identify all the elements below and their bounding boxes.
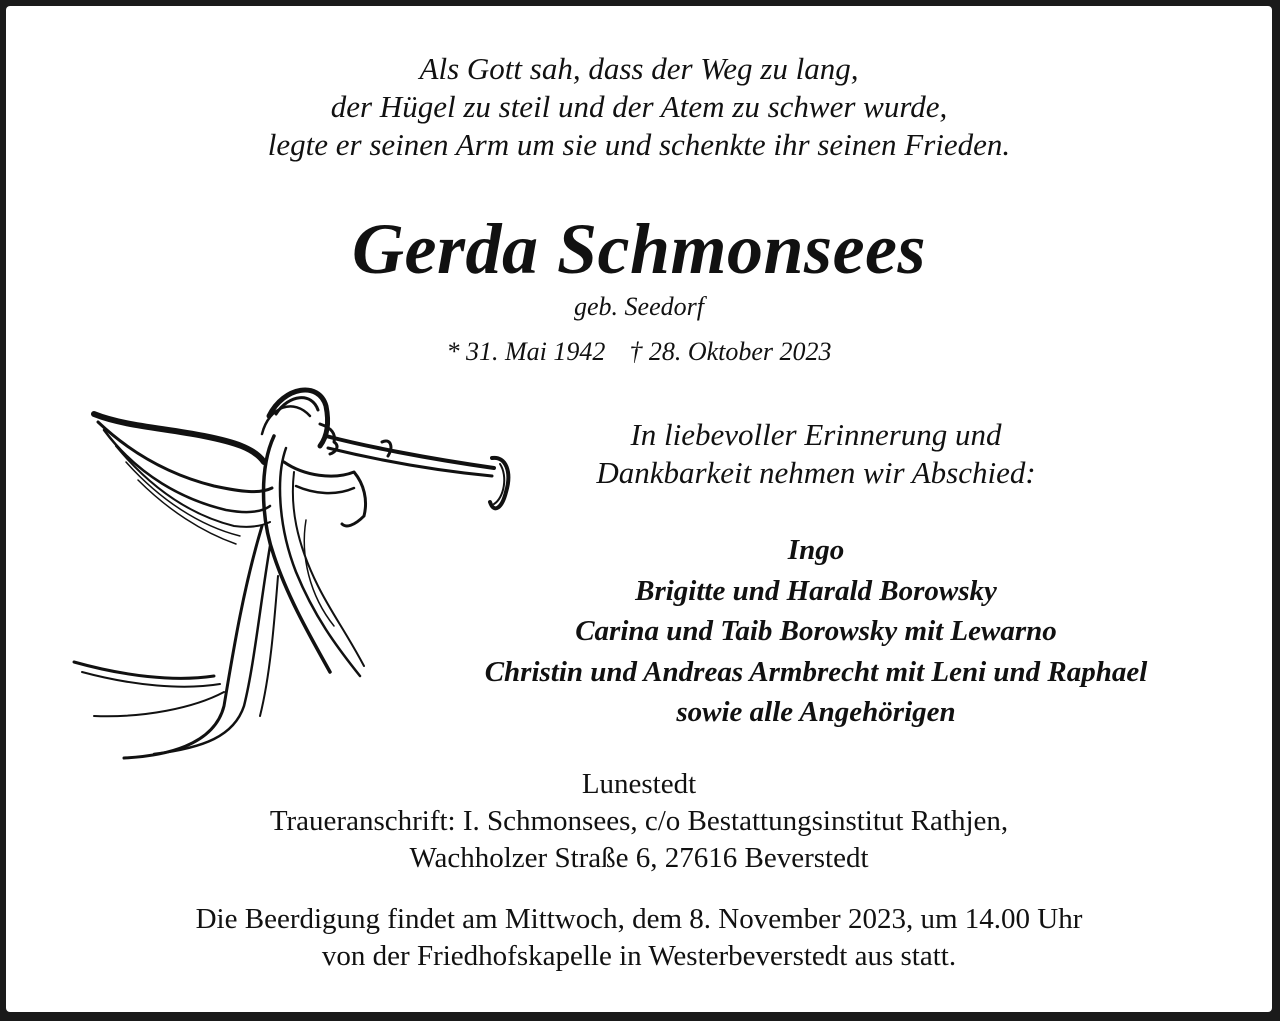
funeral-line: Die Beerdigung findet am Mittwoch, dem 8. November 2023, um 14.00 Uhr — [195, 903, 1083, 935]
address-line: Lunestedt — [581, 768, 697, 800]
farewell-line: Dankbarkeit nehmen wir Abschied: — [596, 455, 1036, 490]
birth-date: * 31. Mai 1942 — [446, 337, 606, 366]
address-line: Wachholzer Straße 6, 27616 Beverstedt — [409, 842, 869, 874]
farewell-statement — [366, 416, 1266, 492]
address-line: Traueranschrift: I. Schmonsees, c/o Bestattungsinstitut Rathjen, — [269, 805, 1009, 837]
poem-line: der Hügel zu steil und der Atem zu schwer wurde, — [330, 89, 948, 124]
mourner: Carina und Taib Borowsky mit Lewarno — [575, 615, 1057, 647]
poem-line: legte er seinen Arm um sie und schenkte ihr seinen Frieden. — [267, 127, 1011, 162]
mourners-list — [366, 530, 1266, 733]
mourner: sowie alle Angehörigen — [676, 696, 956, 728]
birth-name: geb. Seedorf — [574, 292, 704, 321]
funeral-line: von der Friedhofskapelle in Westerbeverstedt aus statt. — [321, 940, 957, 972]
deceased-name: Gerda Schmonsees — [351, 209, 926, 289]
mourner: Ingo — [787, 534, 845, 566]
life-dates — [6, 336, 1272, 368]
poem — [6, 50, 1272, 164]
death-date: † 28. Oktober 2023 — [629, 337, 832, 366]
mourner: Brigitte und Harald Borowsky — [635, 574, 997, 607]
poem-line: Als Gott sah, dass der Weg zu lang, — [419, 51, 859, 86]
obituary-notice — [6, 6, 1272, 1012]
funeral-info — [6, 901, 1272, 975]
mourner: Christin und Andreas Armbrecht mit Leni und Raphael — [484, 655, 1148, 688]
farewell-line: In liebevoller Erinnerung und — [630, 417, 1002, 452]
mourning-address — [6, 766, 1272, 877]
